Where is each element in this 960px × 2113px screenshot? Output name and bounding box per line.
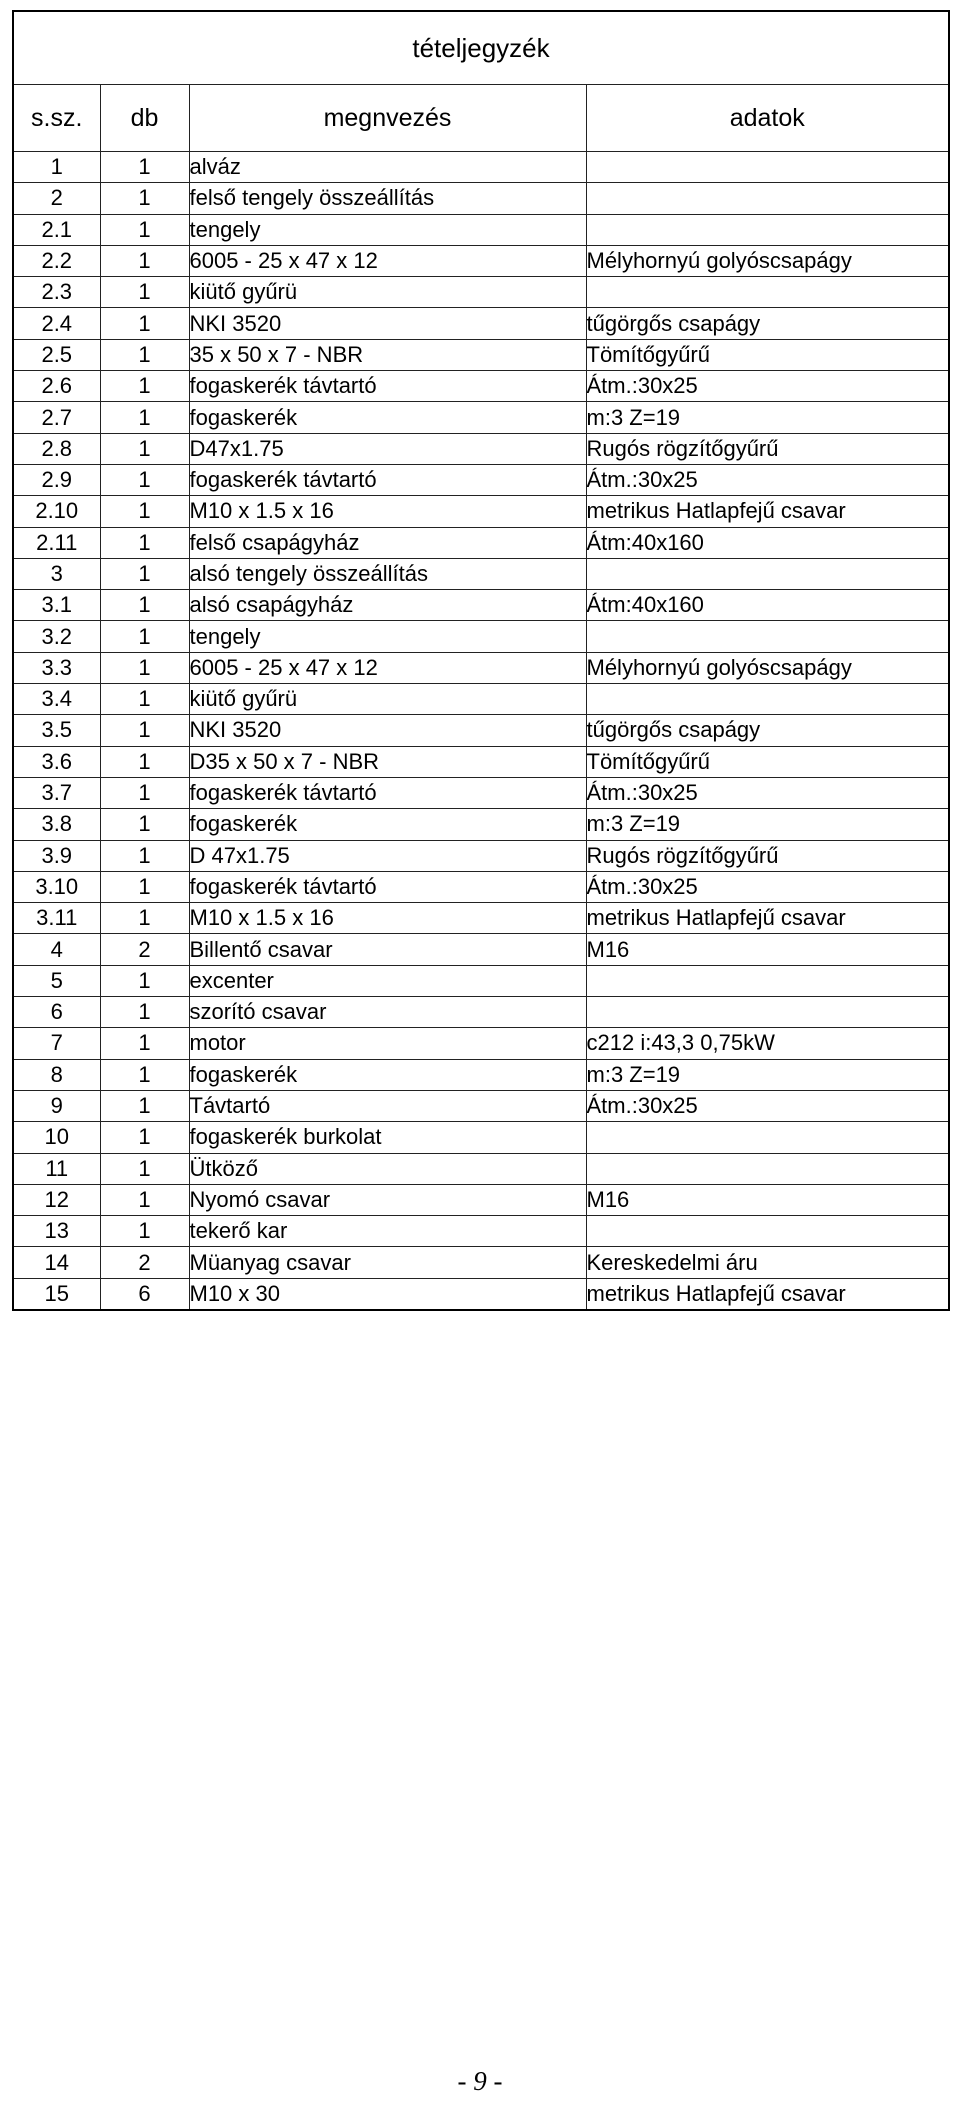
cell-description: D35 x 50 x 7 - NBR xyxy=(189,746,586,777)
cell-description: alváz xyxy=(189,152,586,183)
cell-item-number: 3 xyxy=(13,558,100,589)
cell-description: 6005 - 25 x 47 x 12 xyxy=(189,652,586,683)
table-row xyxy=(13,1184,949,1215)
cell-description: NKI 3520 xyxy=(189,715,586,746)
cell-description: alsó tengely összeállítás xyxy=(189,558,586,589)
cell-description: 6005 - 25 x 47 x 12 xyxy=(189,245,586,276)
column-header-data: adatok xyxy=(586,85,949,152)
cell-description: fogaskerék távtartó xyxy=(189,871,586,902)
cell-item-number: 2 xyxy=(13,183,100,214)
cell-quantity: 1 xyxy=(100,746,189,777)
cell-specification: tűgörgős csapágy xyxy=(586,715,949,746)
cell-description: D 47x1.75 xyxy=(189,840,586,871)
cell-specification: M16 xyxy=(586,934,949,965)
cell-item-number: 3.11 xyxy=(13,903,100,934)
table-row xyxy=(13,371,949,402)
cell-specification: M16 xyxy=(586,1184,949,1215)
cell-description: M10 x 1.5 x 16 xyxy=(189,496,586,527)
cell-specification: Tömítőgyűrű xyxy=(586,746,949,777)
cell-item-number: 9 xyxy=(13,1090,100,1121)
cell-item-number: 14 xyxy=(13,1247,100,1278)
cell-description: kiütő gyűrü xyxy=(189,684,586,715)
cell-specification: m:3 Z=19 xyxy=(586,809,949,840)
table-row xyxy=(13,527,949,558)
cell-specification: Rugós rögzítőgyűrű xyxy=(586,840,949,871)
table-row xyxy=(13,1153,949,1184)
cell-description: Billentő csavar xyxy=(189,934,586,965)
cell-quantity: 2 xyxy=(100,1247,189,1278)
cell-item-number: 2.9 xyxy=(13,464,100,495)
cell-item-number: 2.5 xyxy=(13,339,100,370)
cell-item-number: 7 xyxy=(13,1028,100,1059)
parts-list-table xyxy=(12,10,950,1311)
cell-item-number: 3.1 xyxy=(13,590,100,621)
cell-specification: m:3 Z=19 xyxy=(586,1059,949,1090)
cell-description: tekerő kar xyxy=(189,1216,586,1247)
cell-item-number: 3.8 xyxy=(13,809,100,840)
cell-item-number: 2.1 xyxy=(13,214,100,245)
cell-specification: Átm:40x160 xyxy=(586,590,949,621)
table-row xyxy=(13,245,949,276)
cell-description: M10 x 30 xyxy=(189,1278,586,1310)
table-row xyxy=(13,214,949,245)
table-row xyxy=(13,1122,949,1153)
cell-item-number: 10 xyxy=(13,1122,100,1153)
cell-item-number: 6 xyxy=(13,997,100,1028)
cell-description: M10 x 1.5 x 16 xyxy=(189,903,586,934)
cell-specification: tűgörgős csapágy xyxy=(586,308,949,339)
cell-specification: Átm.:30x25 xyxy=(586,464,949,495)
cell-specification xyxy=(586,183,949,214)
cell-specification: Átm.:30x25 xyxy=(586,1090,949,1121)
table-row xyxy=(13,652,949,683)
cell-quantity: 1 xyxy=(100,308,189,339)
cell-specification xyxy=(586,214,949,245)
cell-item-number: 3.9 xyxy=(13,840,100,871)
cell-quantity: 1 xyxy=(100,152,189,183)
cell-item-number: 13 xyxy=(13,1216,100,1247)
cell-description: NKI 3520 xyxy=(189,308,586,339)
table-row xyxy=(13,464,949,495)
table-row xyxy=(13,558,949,589)
cell-description: tengely xyxy=(189,621,586,652)
page-number: - 9 - xyxy=(457,2066,503,2096)
cell-item-number: 3.6 xyxy=(13,746,100,777)
cell-quantity: 1 xyxy=(100,183,189,214)
cell-quantity: 1 xyxy=(100,871,189,902)
cell-quantity: 1 xyxy=(100,684,189,715)
cell-quantity: 1 xyxy=(100,1028,189,1059)
cell-description: felső tengely összeállítás xyxy=(189,183,586,214)
cell-specification: Kereskedelmi áru xyxy=(586,1247,949,1278)
cell-quantity: 1 xyxy=(100,652,189,683)
cell-specification: Mélyhornyú golyóscsapágy xyxy=(586,652,949,683)
cell-specification: c212 i:43,3 0,75kW xyxy=(586,1028,949,1059)
cell-quantity: 1 xyxy=(100,903,189,934)
cell-item-number: 4 xyxy=(13,934,100,965)
table-row xyxy=(13,433,949,464)
cell-quantity: 1 xyxy=(100,371,189,402)
cell-item-number: 3.3 xyxy=(13,652,100,683)
cell-description: Távtartó xyxy=(189,1090,586,1121)
cell-description: szorító csavar xyxy=(189,997,586,1028)
table-row xyxy=(13,590,949,621)
table-row xyxy=(13,1216,949,1247)
cell-description: Nyomó csavar xyxy=(189,1184,586,1215)
cell-specification: Tömítőgyűrű xyxy=(586,339,949,370)
table-row xyxy=(13,152,949,183)
cell-specification xyxy=(586,1216,949,1247)
table-row xyxy=(13,183,949,214)
cell-item-number: 15 xyxy=(13,1278,100,1310)
cell-quantity: 1 xyxy=(100,527,189,558)
table-row xyxy=(13,871,949,902)
cell-description: fogaskerék burkolat xyxy=(189,1122,586,1153)
cell-description: Ütköző xyxy=(189,1153,586,1184)
cell-quantity: 1 xyxy=(100,277,189,308)
cell-specification xyxy=(586,558,949,589)
cell-description: fogaskerék xyxy=(189,1059,586,1090)
table-row xyxy=(13,308,949,339)
cell-specification xyxy=(586,152,949,183)
cell-item-number: 3.10 xyxy=(13,871,100,902)
cell-description: D47x1.75 xyxy=(189,433,586,464)
cell-quantity: 6 xyxy=(100,1278,189,1310)
cell-quantity: 1 xyxy=(100,1153,189,1184)
cell-specification: Mélyhornyú golyóscsapágy xyxy=(586,245,949,276)
table-row xyxy=(13,965,949,996)
column-header-sz: s.sz. xyxy=(13,85,100,152)
cell-specification xyxy=(586,1153,949,1184)
cell-quantity: 1 xyxy=(100,590,189,621)
cell-quantity: 1 xyxy=(100,621,189,652)
cell-description: Müanyag csavar xyxy=(189,1247,586,1278)
cell-item-number: 3.5 xyxy=(13,715,100,746)
cell-specification xyxy=(586,997,949,1028)
cell-description: motor xyxy=(189,1028,586,1059)
table-row xyxy=(13,402,949,433)
table-row xyxy=(13,1278,949,1310)
cell-item-number: 8 xyxy=(13,1059,100,1090)
cell-quantity: 1 xyxy=(100,1090,189,1121)
table-row xyxy=(13,1247,949,1278)
cell-item-number: 1 xyxy=(13,152,100,183)
cell-specification xyxy=(586,621,949,652)
cell-description: excenter xyxy=(189,965,586,996)
cell-quantity: 1 xyxy=(100,214,189,245)
cell-specification: Átm:40x160 xyxy=(586,527,949,558)
cell-description: fogaskerék távtartó xyxy=(189,371,586,402)
cell-quantity: 1 xyxy=(100,840,189,871)
cell-quantity: 2 xyxy=(100,934,189,965)
cell-description: 35 x 50 x 7 - NBR xyxy=(189,339,586,370)
cell-description: kiütő gyűrü xyxy=(189,277,586,308)
cell-specification: Átm.:30x25 xyxy=(586,871,949,902)
cell-specification: Átm.:30x25 xyxy=(586,371,949,402)
cell-quantity: 1 xyxy=(100,402,189,433)
cell-specification xyxy=(586,1122,949,1153)
table-row xyxy=(13,809,949,840)
table-row xyxy=(13,684,949,715)
table-row xyxy=(13,277,949,308)
cell-quantity: 1 xyxy=(100,339,189,370)
cell-item-number: 3.7 xyxy=(13,777,100,808)
cell-quantity: 1 xyxy=(100,464,189,495)
cell-specification: metrikus Hatlapfejű csavar xyxy=(586,496,949,527)
table-header-row xyxy=(13,85,949,152)
cell-item-number: 5 xyxy=(13,965,100,996)
table-row xyxy=(13,1059,949,1090)
table-title: tételjegyzék xyxy=(13,11,949,85)
cell-specification xyxy=(586,684,949,715)
cell-quantity: 1 xyxy=(100,558,189,589)
cell-specification: Rugós rögzítőgyűrű xyxy=(586,433,949,464)
cell-quantity: 1 xyxy=(100,1216,189,1247)
cell-item-number: 2.10 xyxy=(13,496,100,527)
cell-item-number: 2.6 xyxy=(13,371,100,402)
cell-item-number: 3.2 xyxy=(13,621,100,652)
table-row xyxy=(13,934,949,965)
table-row xyxy=(13,621,949,652)
cell-description: fogaskerék távtartó xyxy=(189,777,586,808)
cell-description: felső csapágyház xyxy=(189,527,586,558)
table-row xyxy=(13,715,949,746)
cell-specification: metrikus Hatlapfejű csavar xyxy=(586,903,949,934)
cell-item-number: 2.2 xyxy=(13,245,100,276)
table-row xyxy=(13,1028,949,1059)
column-header-name: megnvezés xyxy=(189,85,586,152)
table-row xyxy=(13,746,949,777)
table-row xyxy=(13,840,949,871)
cell-description: fogaskerék xyxy=(189,402,586,433)
cell-description: alsó csapágyház xyxy=(189,590,586,621)
cell-quantity: 1 xyxy=(100,715,189,746)
table-title-row xyxy=(13,11,949,85)
cell-quantity: 1 xyxy=(100,777,189,808)
cell-description: fogaskerék xyxy=(189,809,586,840)
cell-specification: Átm.:30x25 xyxy=(586,777,949,808)
table-row xyxy=(13,903,949,934)
cell-item-number: 12 xyxy=(13,1184,100,1215)
cell-quantity: 1 xyxy=(100,1184,189,1215)
table-row xyxy=(13,1090,949,1121)
document-page xyxy=(12,10,948,1311)
cell-quantity: 1 xyxy=(100,997,189,1028)
table-row xyxy=(13,997,949,1028)
cell-item-number: 2.4 xyxy=(13,308,100,339)
cell-item-number: 3.4 xyxy=(13,684,100,715)
cell-item-number: 2.8 xyxy=(13,433,100,464)
cell-quantity: 1 xyxy=(100,496,189,527)
cell-specification xyxy=(586,965,949,996)
cell-item-number: 2.11 xyxy=(13,527,100,558)
cell-quantity: 1 xyxy=(100,245,189,276)
cell-item-number: 2.7 xyxy=(13,402,100,433)
cell-quantity: 1 xyxy=(100,965,189,996)
table-row xyxy=(13,339,949,370)
cell-quantity: 1 xyxy=(100,433,189,464)
cell-specification: m:3 Z=19 xyxy=(586,402,949,433)
table-row xyxy=(13,496,949,527)
cell-description: fogaskerék távtartó xyxy=(189,464,586,495)
table-body xyxy=(13,152,949,1310)
column-header-db: db xyxy=(100,85,189,152)
cell-specification: metrikus Hatlapfejű csavar xyxy=(586,1278,949,1310)
cell-quantity: 1 xyxy=(100,1059,189,1090)
cell-quantity: 1 xyxy=(100,809,189,840)
cell-quantity: 1 xyxy=(100,1122,189,1153)
cell-item-number: 11 xyxy=(13,1153,100,1184)
cell-description: tengely xyxy=(189,214,586,245)
table-row xyxy=(13,777,949,808)
cell-item-number: 2.3 xyxy=(13,277,100,308)
cell-specification xyxy=(586,277,949,308)
